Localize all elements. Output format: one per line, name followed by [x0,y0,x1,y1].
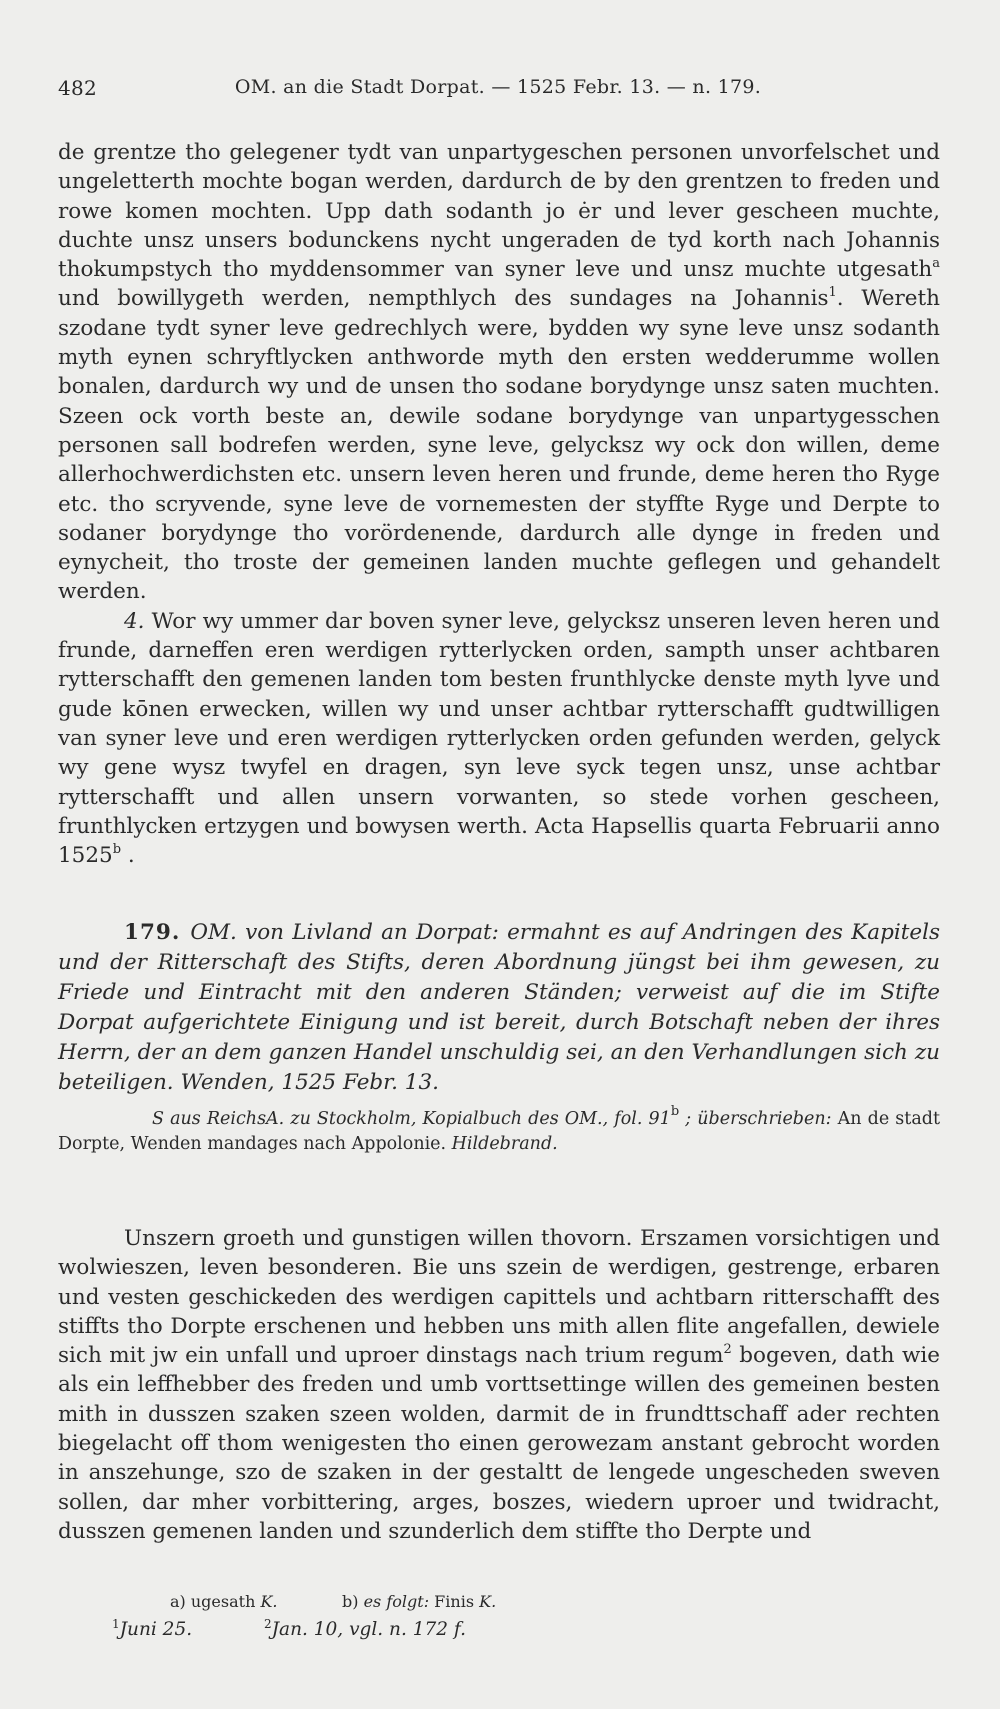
text-block-continuation [58,138,940,870]
paragraph-3-end [58,138,940,607]
explanatory-notes [58,1618,940,1648]
note-marker-b: b [112,842,122,858]
regest-179 [58,918,940,1098]
footnote-marker-2: 2 [723,1342,732,1358]
textual-note-b: b) es folgt: Finis K. [342,1592,497,1611]
source-address: An de stadt Dorpte, Wenden mandages nach Appolonie. [58,1109,940,1154]
source-label: ; überschrieben: [679,1109,832,1129]
text-span: bogeven, dath wie als ein leffhebber des freden und umb vorttsettinge willen des gemeinen besten mith in dusszen szaken szeen wolden, darmit de in frundttschaff ader rechten biegelacht off thom wenigesten tho einen gerowezam anstant gebrocht worden in anszehunge, szo de szaken in der gestaltt de lengede ungescheden sweven sollen, dar mher vorbittering, arges, boszes, wiedern uproer und twidracht, dusszen gemenen landen und szunderlich dem stiffte tho Derpte und [58,1343,940,1544]
paragraph-4 [58,607,940,871]
textual-notes [58,1590,940,1614]
text-span: de grentze tho gelegener tydt van unpartygeschen personen unvorfelschet und ungeletterth mochte bogan werden, dardurch de by den grentzen to freden und rowe komen mochten. Upp dath sodanth jo ėr und lever gescheen muchte, duchte unsz unsers bodunckens nycht ungeraden de tyd korth nach Johannis thokumpstych tho myddensommer van syner leve und unsz muchte utgesath [58,140,940,283]
footnote-marker-1: 1 [828,285,837,301]
source-archive: S aus ReichsA. zu Stockholm, Kopialbuch des OM., fol. 91 [152,1109,671,1129]
page-header [58,76,938,106]
document-number: 179. [124,920,181,945]
textual-note-a: a) ugesath K. [170,1592,278,1611]
running-title: OM. an die Stadt Dorpat. — 1525 Febr. 13. — n. 179. [234,76,762,98]
footnotes [58,1590,940,1648]
note-marker-a: a [932,256,940,272]
text-span: Wor wy ummer dar boven syner leve, gelycksz unseren leven heren und frunde, darneffen eren werdigen rytterlycken orden, sampth unser achtbaren rytterschafft den gemenen landen tom besten frunthlycke denste myth lyve und gude kōnen erwecken, willen wy und unser achtbar rytterschafft gudtwilligen van syner leve und eren werdigen rytterlycken orden gefunden werden, gelyck wy gene wysz twyfel en dragen, syn leve syck tegen unsz, unse achtbar rytterschafft und allen unsern vorwanten, so stede vorhen gescheen, frunthlycken ertzygen und bowysen werth. Acta Hapsellis quarta Februarii anno 1525 [58,608,940,869]
regest-text: OM. von Livland an Dorpat: ermahnt es auf Andringen des Kapitels und der Ritterschaft des Stifts, deren Abordnung jüngst bei ihm gewesen, zu Friede und Eintracht mit den anderen Ständen; verweist auf die im Stifte Dorpat aufgerichtete Einigung und ist bereit, durch Botschaft neben der ihres Herrn, der an dem ganzen Handel unschuldig sei, an den Verhandlungen sich zu beteiligen. Wenden, 1525 Febr. 13. [58,920,940,1095]
page-number: 482 [58,76,98,100]
folio-marker: b [670,1104,680,1119]
source-editor: Hildebrand. [451,1134,558,1154]
text-span: . [121,843,135,869]
source-note [58,1104,940,1157]
letter-paragraph [58,1224,940,1546]
footnote-2: $^2$Jan. 10, vgl. n. 172 f. [264,1617,466,1640]
text-span: . Wereth szodane tydt syner leve gedrechlych were, bydden wy syne leve unsz sodanth myth eynen schryftlycken anthworde myth den ersten wedderumme wollen bonalen, dardurch wy und de unsen tho sodane borydynge unsz saten muchten. Szeen ock vorth beste an, dewile sodane borydynge van unpartygesschen personen sall bodrefen werden, syne leve, gelycksz wy ock don willen, deme allerhochwerdichsten etc. unsern leven heren und frunde, deme heren tho Ryge etc. tho scryvende, syne leve de vornemesten der styffte Ryge und Derpte to sodaner borydynge tho vorördenende, dardurch alle dynge in freden und eynycheit, tho troste der gemeinen landen muchte geflegen und gehandelt werden. [58,286,940,605]
footnote-1: $^1$Juni 25. [112,1617,193,1640]
paragraph-number: 4. [124,608,145,634]
text-span: und bowillygeth werden, nempthlych des sundages na Johannis [58,286,829,312]
letter-text [58,1224,940,1546]
text-span: Unszern groeth und gunstigen willen thovorn. Erszamen vorsichtigen und wolwieszen, leven besonderen. Bie uns szein de werdigen, gestrenge, erbaren und vesten geschickeden des werdigen capittels und achtbarn ritterschafft des stiffts tho Dorpte erschenen und hebben uns mith allen flite angefallen, dewiele sich mit jw ein unfall und uproer dinstags nach trium regum [58,1226,940,1369]
